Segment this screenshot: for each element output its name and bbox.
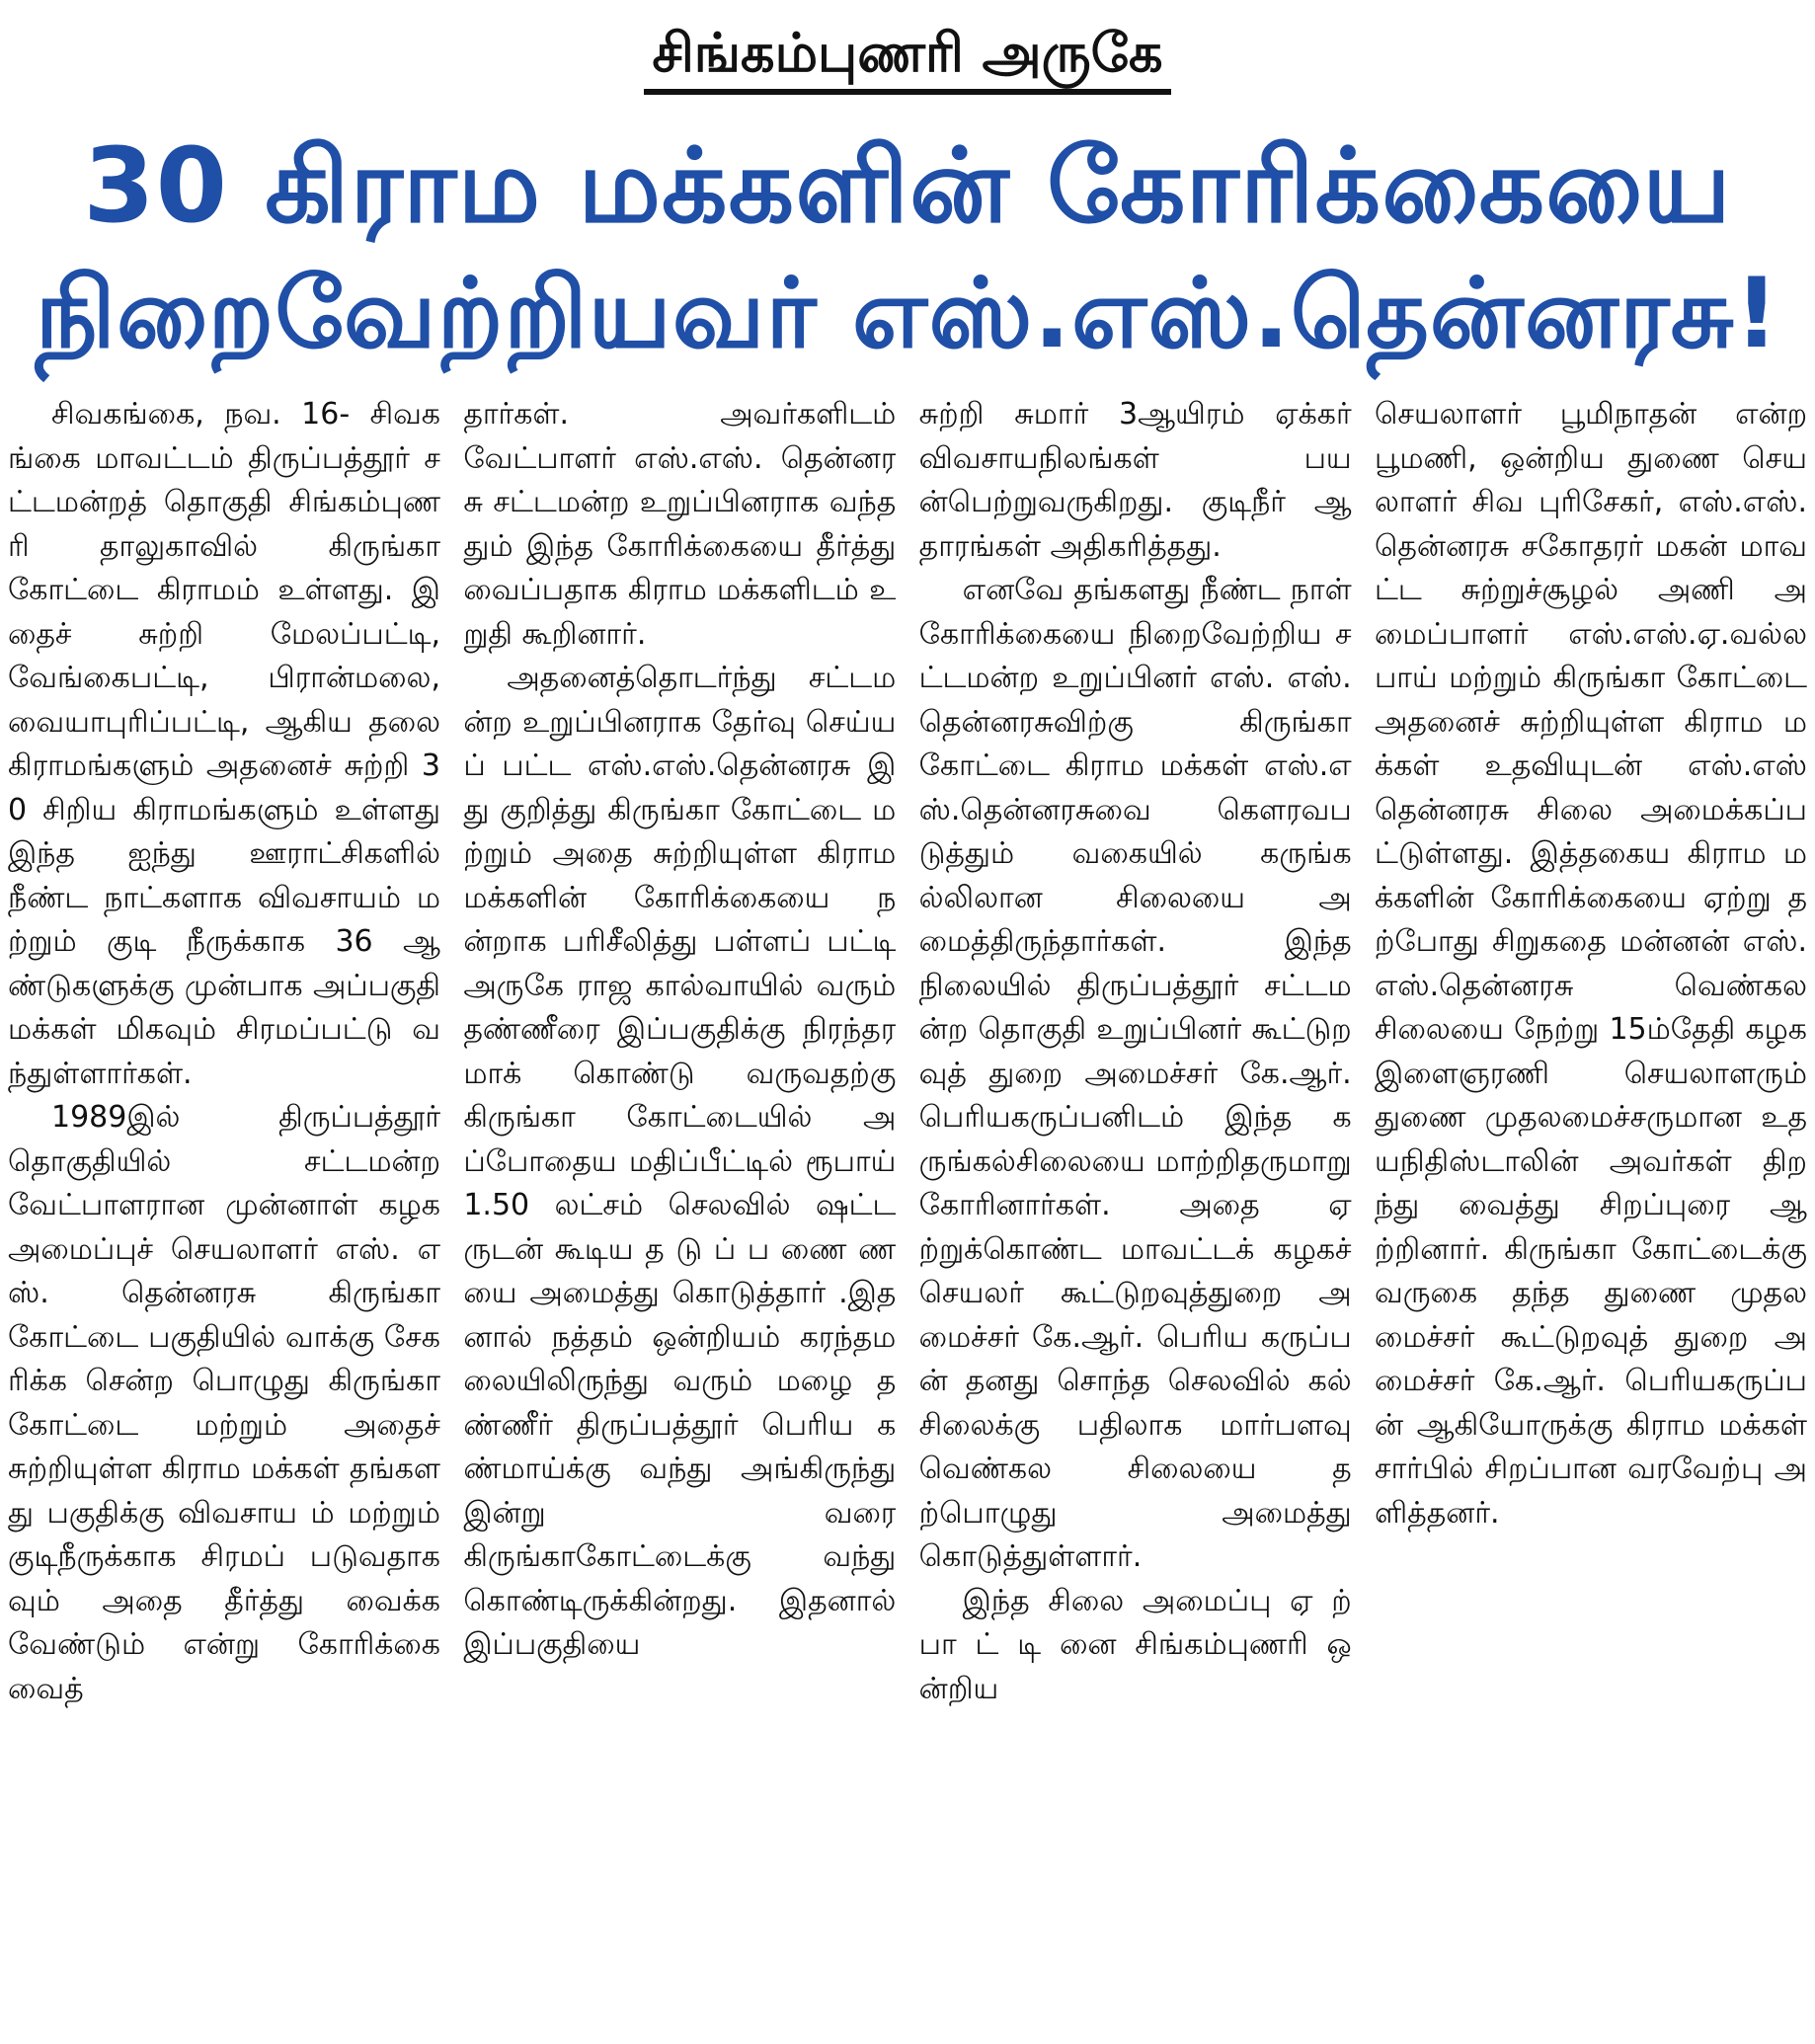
paragraph: இந்த சிலை அமைப்பு ஏ ற் பா ட் டி னை சிங்கம்புணரி ஒன்றிய (918, 1583, 1352, 1706)
article-column-2 (463, 393, 896, 2032)
paragraph: 1989இல் திருப்பத்தூர் தொகுதியில் சட்டமன்ற வேட்பாளரான முன்னாள் கழக அமைப்புச் செயலாளர் எஸ். எஸ். தென்னரசு கிருங்கா கோட்டை பகுதியில் வாக்கு சேகரிக்க சென்ற பொழுது கிருங்கா கோட்டை மற்றும் அதைச் சுற்றியுள்ள கிராம மக்கள் தங்களது பகுதிக்கு விவசாய ம் மற்றும் குடிநீருக்காக சிரமப் படுவதாகவும் அதை தீர்த்து வைக்க வேண்டும் என்று கோரிக்கை வைத் (8, 1100, 440, 1706)
headline-line-1: 30 கிராம மக்களின் கோரிக்கையை (83, 125, 1732, 246)
kicker-heading (0, 18, 1815, 95)
paragraph: சுற்றி சுமார் 3ஆயிரம் ஏக்கர் விவசாயநிலங்கள் பயன்பெற்றுவருகிறது. குடிநீர் ஆதாரங்கள் அதிகரித்தது. (918, 397, 1352, 564)
kicker-text: சிங்கம்புணரி அருகே (644, 18, 1170, 95)
article-column-4 (1375, 393, 1807, 2032)
paragraph: எனவே தங்களது நீண்ட நாள் கோரிக்கையை நிறைவேற்றிய சட்டமன்ற உறுப்பினர் எஸ். எஸ். தென்னரசுவிற்கு கிருங்கா கோட்டை கிராம மக்கள் எஸ்.எஸ்.தென்னரசுவை கௌரவபடுத்தும் வகையில் கருங்கல்லிலான சிலையை அமைத்திருந்தார்கள். இந்த நிலையில் திருப்பத்தூர் சட்டமன்ற தொகுதி உறுப்பினர் கூட்டுறவுத் துறை அமைச்சர் கே.ஆர். பெரியகருப்பனிடம் இந்த கருங்கல்சிலையை மாற்றிதருமாறு கோரினார்கள். அதை ஏற்றுக்கொண்ட மாவட்டக் கழகச் செயலர் கூட்டுறவுத்துறை அமைச்சர் கே.ஆர். பெரிய கருப்பன் தனது சொந்த செலவில் கல் சிலைக்கு பதிலாக மார்பளவு வெண்கல சிலையை தற்பொழுது அமைத்து கொடுத்துள்ளார். (918, 573, 1352, 1574)
article-body (8, 393, 1807, 2032)
paragraph: செயலாளர் பூமிநாதன் என்ற பூமணி, ஒன்றிய துணை செயலாளர் சிவ புரிசேகர், எஸ்.எஸ்.தென்னரசு சகோதரர் மகன் மாவட்ட சுற்றுச்சூழல் அணி அமைப்பாளர் எஸ்.எஸ்.ஏ.வல்லபாய் மற்றும் கிருங்கா கோட்டை அதனைச் சுற்றியுள்ள கிராம மக்கள் உதவியுடன் எஸ்.எஸ் தென்னரசு சிலை அமைக்கப்பட்டுள்ளது. இத்தகைய கிராம மக்களின் கோரிக்கையை ஏற்று தற்போது சிறுகதை மன்னன் எஸ்.எஸ்.தென்னரசு வெண்கல சிலையை நேற்று 15ம்தேதி கழக இளைஞரணி செயலாளரும் துணை முதலமைச்சருமான உதயநிதிஸ்டாலின் அவர்கள் திறந்து வைத்து சிறப்புரை ஆற்றினார். கிருங்கா கோட்டைக்கு வருகை தந்த துணை முதலமைச்சர் கூட்டுறவுத் துறை அமைச்சர் கே.ஆர். பெரியகருப்பன் ஆகியோருக்கு கிராம மக்கள் சார்பில் சிறப்பான வரவேற்பு அளித்தனர். (1374, 397, 1807, 1531)
paragraph: தார்கள். அவர்களிடம் வேட்பாளர் எஸ்.எஸ். தென்னரசு சட்டமன்ற உறுப்பினராக வந்ததும் இந்த கோரிக்கையை தீர்த்து வைப்பதாக கிராம மக்களிடம் உறுதி கூறினார். (463, 397, 897, 652)
article-column-3 (919, 393, 1352, 2032)
paragraph: அதனைத்தொடர்ந்து சட்டமன்ற உறுப்பினராக தேர்வு செய்யப் பட்ட எஸ்.எஸ்.தென்னரசு இது குறித்து கிருங்கா கோட்டை மற்றும் அதை சுற்றியுள்ள கிராம மக்களின் கோரிக்கையை நன்றாக பரிசீலித்து பள்ளப் பட்டி அருகே ராஜ கால்வாயில் வரும் தண்ணீரை இப்பகுதிக்கு நிரந்தர மாக் கொண்டு வருவதற்கு கிருங்கா கோட்டையில் அப்போதைய மதிப்பீட்டில் ரூபாய் 1.50 லட்சம் செலவில் ஷட்டருடன் கூடிய த டு ப் ப ணை ண யை அமைத்து கொடுத்தார் .இதனால் நத்தம் ஒன்றியம் கரந்தமலையிலிருந்து வரும் மழை தண்ணீர் திருப்பத்தூர் பெரிய கண்மாய்க்கு வந்து அங்கிருந்து இன்று வரை கிருங்காகோட்டைக்கு வந்து கொண்டிருக்கின்றது. இதனால் இப்பகுதியை (463, 661, 897, 1662)
headline-line-2: நிறைவேற்றியவர் எஸ்.எஸ்.தென்னரசு! (35, 258, 1780, 370)
paragraph: சிவகங்கை, நவ. 16- சிவகங்கை மாவட்டம் திருப்பத்தூர் சட்டமன்றத் தொகுதி சிங்கம்புணரி தாலுகாவில் கிருங்கா கோட்டை கிராமம் உள்ளது. இதைச் சுற்றி மேலப்பட்டி, வேங்கைபட்டி, பிரான்மலை, வையாபுரிப்பட்டி, ஆகிய தலை கிராமங்களும் அதனைச் சுற்றி 30 சிறிய கிராமங்களும் உள்ளது இந்த ஐந்து ஊராட்சிகளில் நீண்ட நாட்களாக விவசாயம் மற்றும் குடி நீருக்காக 36 ஆண்டுகளுக்கு முன்பாக அப்பகுதி மக்கள் மிகவும் சிரமப்பட்டு வந்துள்ளார்கள். (8, 397, 440, 1091)
article-column-1 (8, 393, 440, 2032)
